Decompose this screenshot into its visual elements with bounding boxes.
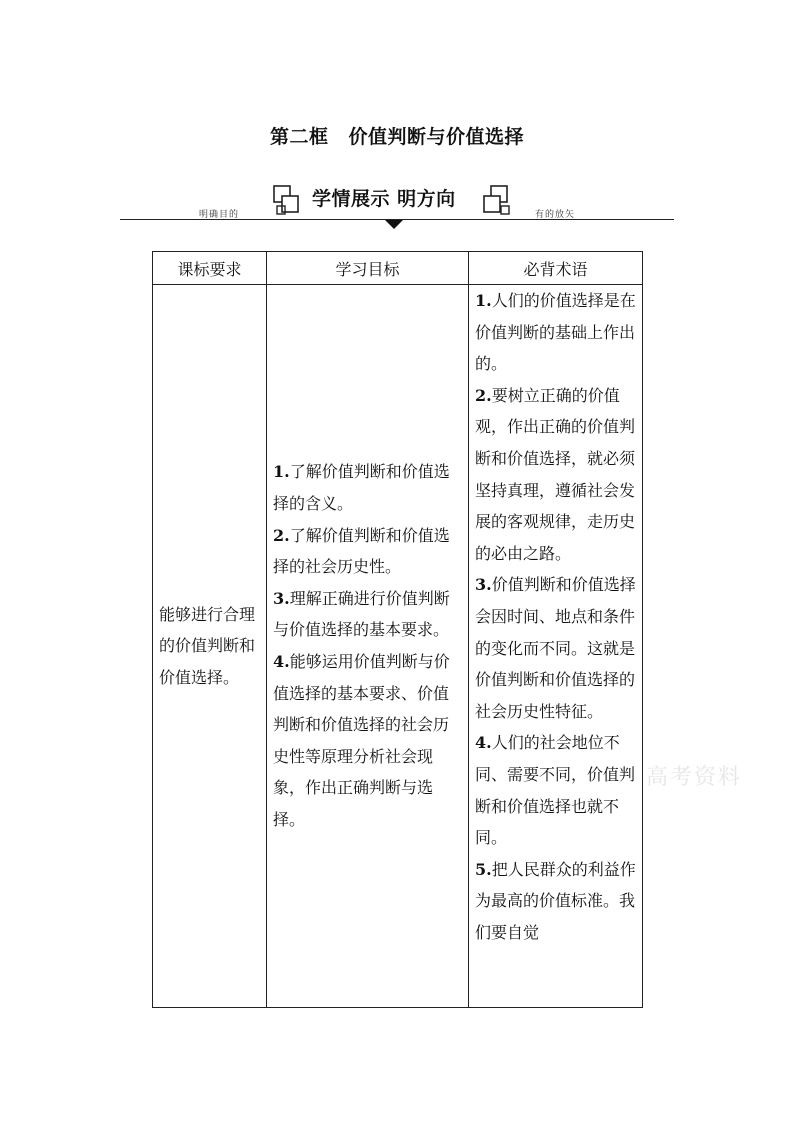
squares-decor-icon	[272, 184, 302, 218]
banner-right-caption: 有的放矢	[535, 210, 576, 220]
header-objectives: 学习目标	[267, 252, 469, 285]
term-item: 2.要树立正确的价值观，作出正确的价值判断和价值选择，就必须坚持真理，遵循社会发展的客观规律，走历史的必由之路。	[475, 385, 636, 563]
term-item: 3.价值判断和价值选择会因时间、地点和条件的变化而不同。这就是价值判断和价值选择的社会历史性特征。	[475, 575, 636, 721]
term-item: 4.人们的社会地位不同、需要不同，价值判断和价值选择也就不同。	[475, 733, 636, 848]
page-title	[0, 122, 794, 149]
standard-cell	[153, 285, 267, 1008]
section-banner	[0, 180, 794, 230]
header-standard: 课标要求	[153, 252, 267, 285]
title-part1: 第二框	[269, 126, 329, 148]
banner-heading: 学情展示 明方向	[312, 188, 456, 210]
term-item: 5.把人民群众的利益作为最高的价值标准。我们要自觉	[475, 859, 636, 942]
banner-arrow-icon	[385, 220, 403, 229]
standard-text: 能够进行合理的价值判断和价值选择。	[159, 604, 256, 687]
objectives-cell	[267, 285, 469, 1008]
header-terms: 必背术语	[469, 252, 643, 285]
objective-item: 2.了解价值判断和价值选择的社会历史性。	[273, 525, 450, 577]
banner-left-caption: 明确目的	[199, 210, 240, 220]
table-header-row	[153, 252, 643, 285]
squares-decor-icon	[481, 184, 513, 218]
table-row	[153, 285, 643, 1008]
title-part2: 价值判断与价值选择	[348, 126, 525, 148]
objective-item: 4.能够运用价值判断与价值选择的基本要求、价值判断和价值选择的社会历史性等原理分析社会现象，作出正确判断与选择。	[273, 652, 450, 829]
objective-item: 3.理解正确进行价值判断与价值选择的基本要求。	[273, 588, 450, 640]
objectives-table	[152, 251, 643, 1008]
terms-cell	[469, 285, 643, 1008]
term-item: 1.人们的价值选择是在价值判断的基础上作出的。	[475, 291, 636, 374]
watermark: 高考资料	[646, 765, 743, 790]
objective-item: 1.了解价值判断和价值选择的含义。	[273, 462, 450, 514]
